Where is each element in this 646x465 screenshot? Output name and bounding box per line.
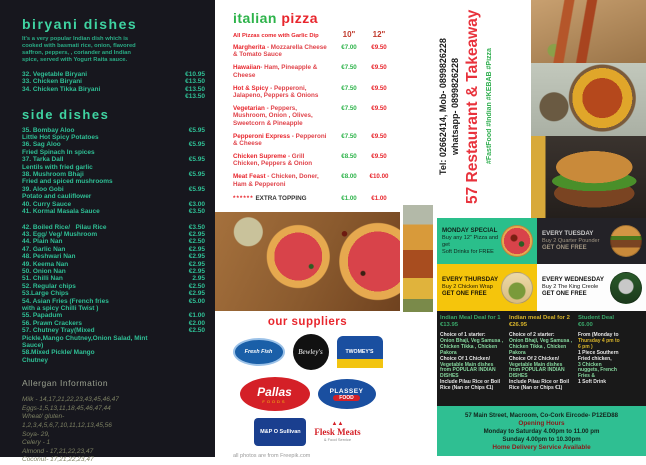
pizza-price-12: €9.50 (371, 44, 387, 51)
bewleys-logo (293, 334, 329, 370)
stars-decoration: ****** (233, 195, 254, 203)
meal-deal-line: Chicken Tikka , Chicken (509, 343, 567, 350)
meal-deal-line: Pakora (509, 349, 526, 356)
pizza-item-row (233, 105, 394, 127)
pizza-menu-header-row (233, 30, 394, 39)
menu-item-row (22, 231, 205, 238)
deal-title: MONDAY SPECIAL (442, 226, 498, 234)
allergen-line: Celery - 1 (22, 439, 51, 447)
side-dish-items (22, 127, 205, 216)
menu-item-price: €2.95 (188, 290, 205, 298)
pizza-price-10: €7.50 (341, 104, 357, 112)
sunday-hours: Sunday 4.00pm to 10.30pm (502, 435, 581, 443)
menu-item-price: €13.50 (185, 78, 205, 86)
menu-item-desc: Fried Spinach In spices (22, 148, 95, 156)
deal-line: Soft Drinks for FREE (442, 248, 494, 255)
meal-deal-line: From (Monday to (578, 332, 619, 338)
menu-item-label: 34. Chicken Tikka Biryani (22, 85, 101, 93)
meal-deal-line: Include Pilau Rice or Boil (440, 379, 501, 386)
menu-item-row (22, 312, 205, 319)
allergen-line: Soya- 29, (22, 430, 50, 438)
biryani-section-title: biryani dishes (22, 16, 138, 32)
twomeys-label: TWOMEY'S (345, 349, 374, 355)
mountain-icon: ▲▲ (331, 421, 344, 427)
thursday-deal (437, 264, 537, 311)
menu-item-label: 54. Asian Fries (French fries (22, 297, 109, 305)
allergen-line: Coconut- 17,21,22,23,47 (22, 456, 94, 464)
menu-item-price: €5.95 (188, 171, 205, 179)
menu-item-price: €2.95 (188, 260, 205, 268)
student-deal (578, 315, 643, 402)
meal-deal-title: Student Deal (578, 315, 615, 321)
menu-item-row (22, 208, 205, 215)
meal-deal-line: 1 Soft Drink (578, 379, 607, 386)
photo-credit: all photos are from Freepik.com (233, 453, 311, 459)
flesk-label: Flesk Meats (314, 427, 361, 437)
meal-deal-line: Fries & (578, 373, 595, 380)
meal-deal-line: 6 pm ) (578, 343, 593, 350)
pizza-price-12: €10.00 (369, 173, 389, 181)
meal-deal-line: Choice of 2 starter: (509, 332, 555, 338)
menu-item-row (22, 268, 205, 275)
allergen-info (22, 378, 205, 465)
menu-item-desc: Pickle,Mango Chutney,Onion Salad, Mint Sauce) (22, 334, 148, 349)
menu-item-label: 33. Chicken Biryani (22, 78, 82, 86)
tuesday-deal (537, 218, 646, 264)
pizza-price-10: €7.50 (341, 84, 357, 92)
menu-item-desc: Chutney (22, 356, 48, 364)
wednesday-deal (537, 264, 646, 311)
deal-text (442, 276, 501, 299)
suppliers-title: our suppliers (267, 316, 348, 328)
pizza-item-row (233, 85, 394, 100)
extra-topping-row (233, 195, 394, 202)
menu-item-label: 55. Papadum (22, 312, 63, 320)
menu-item-desc: with a spicy Chilli Twist ) (22, 304, 99, 312)
menu-item-price: €5.00 (188, 297, 205, 305)
suppliers-row-1 (215, 334, 400, 370)
pizza-item-text (233, 133, 334, 148)
menu-item-row (22, 349, 205, 356)
pizza-item-desc: - Chicken, Doner, Ham & Pepperoni (233, 173, 319, 188)
menu-item-price: €5.95 (188, 156, 205, 164)
meal-deal-line: Choice Of 1 Chicken/ (440, 355, 491, 362)
pizza-price-10: €7.50 (341, 132, 357, 140)
extra-topping-label: EXTRA TOPPING (253, 195, 307, 203)
flesk-meats-logo (314, 422, 360, 442)
menu-item-price: €13.50 (185, 85, 205, 93)
menu-item-row (22, 156, 205, 163)
pizza-item-desc: - Pepperoni, Jalapeno, Peppers & Onions (233, 84, 319, 100)
pizza-item-text (233, 153, 334, 168)
deal-text (542, 276, 610, 299)
burger-fries-photo (531, 136, 646, 218)
pizza-item-name: Vegetarian (233, 104, 265, 112)
allergen-line: Wheat/ gluten- (22, 413, 65, 421)
pizza-item-desc: - Peppers, Mushroom, Onion , Olives, Sweetcorn & Pineapple (233, 104, 313, 127)
menu-item-price: €5.95 (188, 141, 205, 149)
menu-item-row (22, 71, 205, 78)
pallas-foods-logo (240, 377, 310, 411)
menu-item-price: €3.50 (188, 223, 205, 231)
flesk-sub-label: & Food Service (323, 437, 352, 442)
meal-deal-line: Onion Bhaji, Veg Samusa , (509, 337, 573, 344)
twomeys-logo (337, 336, 383, 368)
burger-deal-icon (610, 225, 642, 257)
pizza-item-text (233, 44, 334, 59)
menu-item-row (22, 224, 205, 231)
pizza-price-12: €9.50 (371, 132, 387, 140)
twomeys-banner (337, 359, 383, 368)
weekly-deals-grid (437, 218, 646, 311)
meal-deal-line: Include Pilau Rice or Boil (509, 379, 570, 386)
menu-item-label: 52. Regular chips (22, 282, 76, 290)
menu-item-price: €5.95 (188, 185, 205, 193)
extra-topping-price-12: €1.00 (371, 195, 387, 203)
biryani-description: It's a very popular Indian dish which is cooked with basmati rice, onion, flavored saffron, peppers, , coriander and Indian spice, served with Yogurt Raita sauce. (22, 36, 136, 63)
menu-item-label: 41. Kormal Masala Sauce (22, 208, 100, 216)
menu-item-price: €2.95 (188, 253, 205, 261)
menu-item-label: 50. Onion Nan (22, 267, 66, 275)
pizza-photo (215, 212, 400, 311)
curry-rice-photo (531, 63, 646, 136)
pizza-item-desc: - Mozzarella Cheese & Tomato Sauce (233, 44, 327, 59)
deal-free-line: GET ONE FREE (542, 291, 587, 298)
pizza-menu-title (233, 10, 394, 26)
meal-deal-price: €6.00 (578, 322, 593, 328)
menu-item-label: 32. Vegetable Biryani (22, 71, 88, 78)
pizza-item-name: Hot & Spicy (233, 84, 269, 92)
pizza-item-name: Margherita (233, 44, 266, 51)
meal-deal-price: €13.95 (440, 322, 459, 328)
pizza-item-row (233, 64, 394, 79)
contact-strip (433, 0, 531, 213)
menu-item-row (22, 171, 205, 178)
menu-item-row (22, 127, 205, 134)
menu-item-price: €2.95 (188, 230, 205, 238)
fresh-fish-logo (233, 338, 285, 366)
fresh-fish-label: Fresh Fish (244, 349, 273, 355)
menu-item-desc: Potato and cauliflower (22, 193, 92, 201)
menu-item-price: €1.00 (188, 312, 205, 320)
pizza-menu-panel (215, 0, 400, 457)
deal-line: Buy 2 The King Creole (542, 284, 599, 291)
menu-item-row (22, 298, 205, 305)
menu-item-price: €13.50 (185, 93, 205, 101)
meal-deal-lines (578, 333, 643, 386)
pizza-price-10: €7.50 (341, 64, 357, 72)
meal-deal-line: Chicken Tikka , Chicken (440, 343, 498, 350)
allergen-title: Allergan Information (22, 378, 109, 389)
menu-item-row (22, 327, 205, 334)
food-photos-column (531, 0, 646, 218)
menu-item-row (22, 78, 205, 85)
meal-deal-line: Rice (Nan or Chips €1) (440, 385, 494, 392)
menu-item-row (22, 283, 205, 290)
deal-title: EVERY TUESDAY (542, 229, 594, 237)
menu-item-label: 39. Aloo Gobi (22, 185, 64, 193)
pizza-item-desc: - Pepperoni & Cheese (233, 132, 327, 148)
menu-item-label: 56. Prawn Crackers (22, 319, 82, 327)
menu-item-desc: Lentils with fried garlic (22, 163, 93, 171)
allergen-lines (22, 396, 205, 465)
pizza-deal-icon (501, 225, 533, 257)
extras-items (22, 224, 205, 365)
size-10-column-header: 10" (342, 30, 356, 39)
meal-deal-line: Choice Of 2 Chicken/ (509, 355, 560, 362)
king-creole-deal-icon (610, 272, 642, 304)
hashtags: #FastFood #Indian #KEBAB #Pizza (486, 48, 493, 165)
menu-item-price: €2.00 (188, 319, 205, 327)
deal-line: Buy 2 Chicken Wrap (442, 284, 493, 291)
whatsapp-number: whatsapp- 0899826228 (450, 57, 460, 156)
meal-deal-line: 1 Piece Southern (578, 349, 619, 356)
pizza-price-10: €8.00 (341, 173, 357, 181)
menu-item-label: 58.Mixed Pickle/ Mango (22, 349, 95, 357)
deal-line: Buy 2 Quarter Pounder (542, 237, 600, 244)
menu-item-row (22, 246, 205, 253)
menu-item-row (22, 186, 205, 193)
pizza-item-row (233, 153, 394, 168)
phone-numbers: Tel: 02662414, Mob- 0899826228 (438, 38, 448, 175)
osullivan-logo (254, 418, 306, 446)
pizza-item-desc: - Ham, Pineapple & Cheese (233, 64, 318, 79)
pizza-item-row (233, 173, 394, 188)
meal-deal-lines (509, 333, 574, 392)
allergen-line: Eggs-1,5,13,11,18,45,46,47,44 (22, 404, 111, 412)
menu-item-label: 44. Plain Nan (22, 238, 63, 246)
food-strip-photo (403, 205, 433, 312)
deal-title: EVERY THURSDAY (442, 276, 499, 284)
menu-item-desc: Little Hot Spicy Potatoes (22, 134, 99, 142)
meal-deal-line: Onion Bhaji, Veg Samusa , (440, 337, 504, 344)
menu-item-row (22, 290, 205, 297)
allergen-line: 1,2,3,4,5,6,7,10,11,12,13,45,56 (22, 422, 112, 429)
menu-item-label: 48. Peshwari Nan (22, 253, 76, 261)
meal-deal-line: Fried chicken, (578, 355, 612, 362)
opening-hours-title: Opening Hours (518, 419, 565, 427)
pallas-sub-label: FOODS (262, 398, 287, 404)
bewleys-label: Bewley's (298, 348, 323, 356)
pizza-item-text (233, 64, 334, 79)
menu-item-label: 49. Keema Nan (22, 260, 69, 268)
menu-item-label: 51. Chilli Nan (22, 275, 63, 283)
side-dishes-section-title: side dishes (22, 106, 110, 122)
menu-item-row (22, 261, 205, 268)
pizza-items (233, 44, 394, 188)
meal-deal-line: Rice (Nan or Chips €1) (509, 385, 563, 392)
deal-line: Buy any 12" Pizza and get (442, 234, 499, 248)
pizza-item-name: Hawaiian (233, 64, 261, 72)
pizza-price-12: €9.50 (371, 104, 387, 112)
menu-item-row (22, 275, 205, 282)
meal-deal-line: nuggets, French (578, 367, 617, 374)
menu-item-label: 43. Egg/ Veg/ Mushroom (22, 230, 98, 238)
menu-item-row (22, 86, 205, 93)
osullivan-label: M&P O Sullivan (260, 429, 301, 435)
meal-deal-line: Vegetable Main dishes (440, 361, 494, 368)
italian-pizza-menu (215, 0, 400, 212)
wrap-deal-icon (501, 272, 533, 304)
menu-item-price: €10.95 (185, 71, 205, 78)
menu-item-price: €2.95 (188, 245, 205, 253)
allergen-line: Milk - 14,17,21,22,23,43,45,46,47 (22, 396, 119, 404)
menu-item-label: 35. Bombay Aloo (22, 126, 75, 134)
plassey-sub-label: FOOD (333, 395, 359, 401)
menu-item-price: €2.50 (188, 282, 205, 290)
deal-free-line: GET ONE FREE (542, 244, 587, 251)
menu-item-label: 42. Boiled Rice/ Pilau Rice (22, 223, 107, 231)
menu-item-label: 47. Garlic Nan (22, 245, 66, 253)
meal-deal-title: Indian Meal Deal for 1 (440, 315, 501, 321)
meal-deals-section (437, 311, 646, 406)
menu-item-row (22, 141, 205, 148)
indian-meal-deal-1 (440, 315, 505, 402)
pizza-item-desc: - Grill Chicken, Peppers & Onion (233, 152, 313, 168)
garlic-dip-note: All Pizzas come with Garlic Dip (233, 33, 319, 39)
menu-item-price: €2.50 (188, 238, 205, 246)
kebab-skewers-photo (531, 0, 646, 63)
extra-topping-text (233, 195, 334, 202)
menu-item-label: 37. Tarka Dall (22, 156, 64, 164)
deal-text (442, 227, 501, 256)
title-italian: italian (233, 10, 282, 26)
menu-item-row (22, 201, 205, 208)
allergen-line: Almond - 17,21,22,23,47 (22, 447, 94, 455)
meal-deal-price: €26.95 (509, 322, 528, 328)
delivery-note: Home Delivery Service Available (492, 443, 591, 451)
menu-item-price: €3.50 (188, 208, 205, 216)
menu-item-price: €5.95 (188, 126, 205, 134)
pallas-label: Pallas (257, 384, 292, 399)
pizza-item-text (233, 105, 334, 127)
meal-deal-title: Indian meal Deal for 2 (509, 315, 570, 321)
pizza-price-10: €7.00 (341, 44, 357, 51)
right-panel (400, 0, 646, 457)
address-hours-box (437, 406, 646, 456)
menu-item-row (22, 93, 205, 100)
meal-deal-line: from POPULAR INDIAN (440, 367, 496, 374)
plassey-food-logo (318, 379, 376, 409)
pizza-item-text (233, 173, 334, 188)
restaurant-name: 57 Restaurant & Takeaway (464, 9, 481, 204)
menu-item-label: 53.Large Chips (22, 290, 69, 298)
meal-deal-line: DISHES (440, 373, 459, 380)
menu-item-row (22, 320, 205, 327)
title-pizza: pizza (281, 10, 319, 26)
menu-item-price: €2.50 (188, 327, 205, 335)
meal-deal-line: Thursday 4 pm to (578, 337, 620, 344)
size-12-column-header: 12" (372, 30, 386, 39)
menu-item-label: 57. Chutney Tray(Mixed (22, 327, 95, 335)
pizza-price-10: €8.50 (341, 152, 357, 160)
pizza-price-12: €9.50 (371, 152, 387, 160)
suppliers-section (215, 311, 400, 459)
menu-item-price: €2.95 (188, 267, 205, 275)
deal-free-line: GET ONE FREE (442, 291, 487, 298)
menu-item-row (22, 238, 205, 245)
biryani-items (22, 71, 205, 101)
menu-item-price: €3.00 (188, 200, 205, 208)
menu-item-label: 40. Curry Sauce (22, 200, 72, 208)
meal-deal-lines (440, 333, 505, 392)
pizza-item-text (233, 85, 334, 100)
meal-deal-line: Choice of 1 starter: (440, 332, 486, 338)
menu-item-row (22, 253, 205, 260)
meal-deal-line: Pakora (440, 349, 457, 356)
pizza-price-12: €9.50 (371, 64, 387, 72)
menu-item-desc: Fried and spiced mushrooms (22, 178, 113, 186)
pizza-item-row (233, 133, 394, 148)
weekday-hours: Monday to Saturday 4.00pm to 11.00 pm (483, 427, 600, 435)
pizza-price-12: €9.50 (371, 84, 387, 92)
meal-deal-line: 3 Chicken (578, 361, 602, 368)
menu-item-label: 36. Sag Aloo (22, 141, 61, 149)
extra-topping-price-10: €1.00 (341, 195, 357, 203)
suppliers-row-3 (215, 418, 400, 446)
meal-deal-line: Vegetable Main dishes (509, 361, 563, 368)
indian-meal-deal-2 (509, 315, 574, 402)
deal-text (542, 230, 610, 253)
deal-title: EVERY WEDNESDAY (542, 276, 605, 284)
suppliers-row-2 (215, 377, 400, 411)
meal-deal-line: DISHES (509, 373, 528, 380)
indian-menu-panel (0, 0, 215, 464)
menu-item-price: 2.95 (192, 275, 205, 283)
pizza-item-row (233, 44, 394, 59)
plassey-label: PLASSEY (329, 387, 364, 395)
pizza-item-name: Pepperoni Express (233, 132, 291, 140)
menu-item-label: 38. Mushroom Bhaji (22, 171, 84, 179)
address-line: 57 Main Street, Macroom, Co-Cork Eircode- P12ED88 (464, 411, 619, 419)
pizza-item-name: Chicken Supreme (233, 152, 287, 160)
meal-deal-line: from POPULAR INDIAN (509, 367, 565, 374)
pizza-item-name: Meat Feast (233, 173, 266, 181)
monday-special-deal (437, 218, 537, 264)
